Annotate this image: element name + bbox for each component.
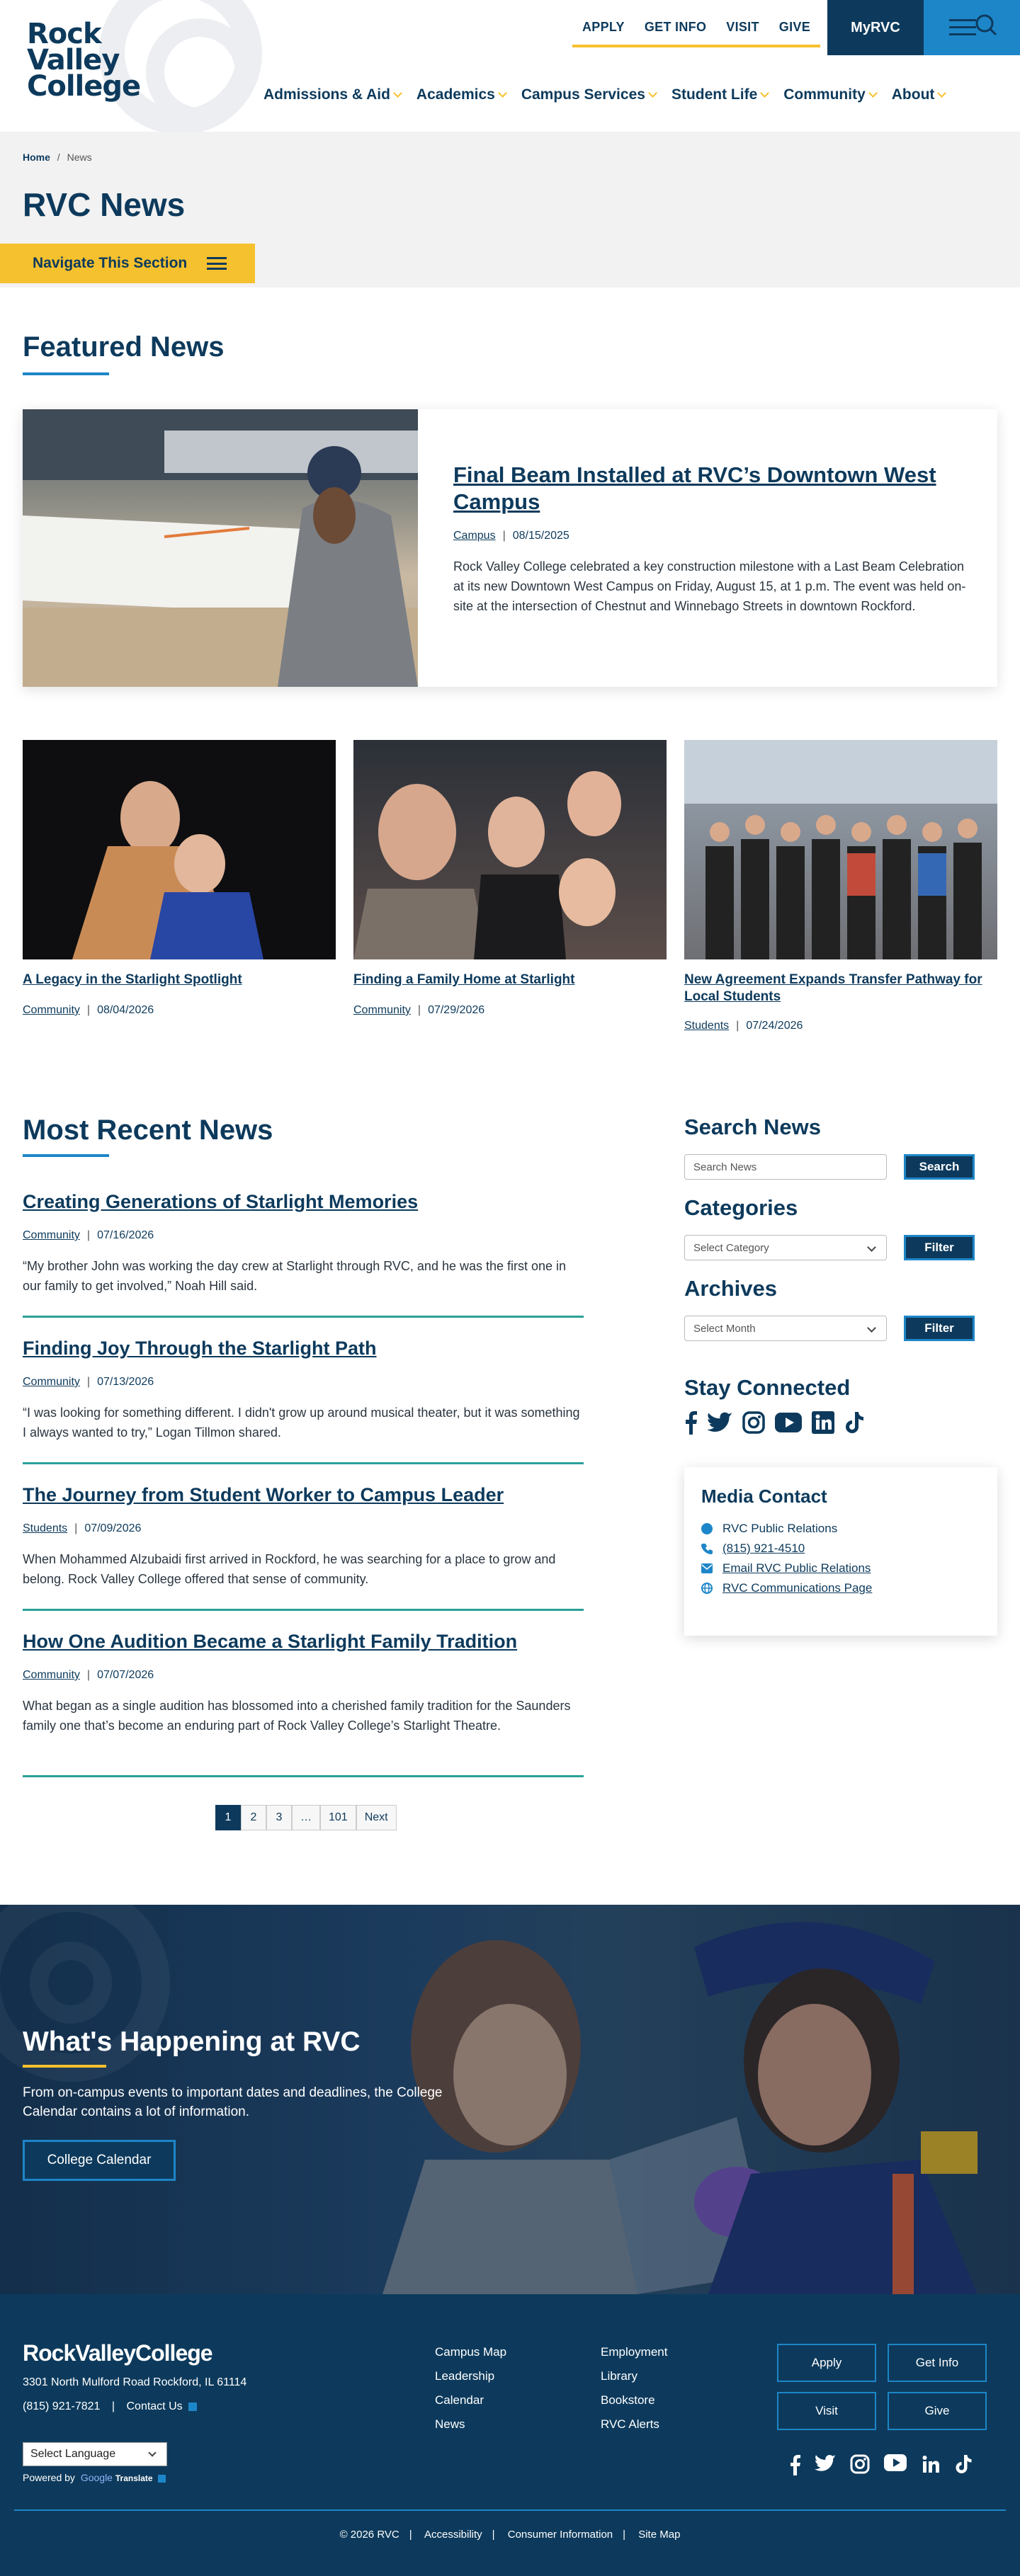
- card-photo-illustration: [23, 740, 336, 959]
- category-select[interactable]: Select Category: [684, 1235, 887, 1260]
- logo-line: Valley: [27, 44, 120, 76]
- media-contact-page-link[interactable]: RVC Communications Page: [722, 1581, 873, 1595]
- post-title-link[interactable]: Finding Joy Through the Starlight Path: [23, 1338, 377, 1359]
- footer-logo[interactable]: RockValleyCollege: [23, 2340, 212, 2366]
- category-filter-button[interactable]: Filter: [904, 1235, 975, 1260]
- divider: [23, 1775, 584, 1777]
- category-link[interactable]: Community: [23, 1376, 80, 1388]
- logo-line: Rock: [27, 18, 101, 50]
- nav-item-student-life[interactable]: [672, 86, 768, 103]
- social-links: [684, 1410, 864, 1435]
- youtube-icon[interactable]: [775, 1413, 802, 1432]
- breadcrumb-home-link[interactable]: Home: [23, 152, 50, 163]
- footer-link-calendar[interactable]: Calendar: [435, 2393, 484, 2407]
- info-icon: [701, 1523, 713, 1534]
- page-link[interactable]: 1: [215, 1805, 241, 1830]
- media-contact-heading: Media Contact: [701, 1486, 827, 1507]
- post-excerpt: What began as a single audition has blossomed into a cherished family tradition for the Saunders family one that’s become an enduring part of Rock Valley College’s Starlight Theatre.: [23, 1699, 571, 1733]
- post-meta: Community | 07/07/2026: [23, 1669, 154, 1681]
- nav-item-campus-services[interactable]: [521, 86, 656, 103]
- media-contact-phone-link[interactable]: (815) 921-4510: [722, 1541, 805, 1555]
- divider: [23, 1462, 584, 1464]
- footer-get-info-button[interactable]: Get Info: [888, 2344, 987, 2382]
- site-header: [0, 0, 1020, 132]
- post-title-link[interactable]: How One Audition Became a Starlight Family Tradition: [23, 1631, 518, 1652]
- youtube-icon[interactable]: [884, 2454, 907, 2471]
- footer-social-links: [789, 2454, 972, 2475]
- college-calendar-button[interactable]: College Calendar: [23, 2140, 176, 2181]
- external-link-icon: [158, 2475, 166, 2483]
- accessibility-link[interactable]: Accessibility: [424, 2529, 482, 2541]
- post-title-link[interactable]: Creating Generations of Starlight Memories: [23, 1191, 419, 1212]
- featured-excerpt: Rock Valley College celebrated a key construction milestone with a Last Beam Celebration at its new Downtown West Campus on Friday, August 15, at 1 p.m. The event was held on-site at the intersection of Chestnut and Winnebago Streets in downtown Rockford.: [453, 559, 966, 613]
- divider: [23, 1316, 584, 1318]
- post-date: 07/29/2026: [428, 1004, 485, 1016]
- post-title-link[interactable]: The Journey from Student Worker to Campus Leader: [23, 1484, 504, 1505]
- archive-filter-button[interactable]: Filter: [904, 1316, 975, 1341]
- post-date: 07/07/2026: [97, 1669, 154, 1681]
- card-meta: Community | 07/29/2026: [353, 1004, 485, 1016]
- search-button[interactable]: Search: [904, 1154, 975, 1180]
- tiktok-icon[interactable]: [955, 2454, 972, 2474]
- featured-image[interactable]: [23, 409, 418, 687]
- footer-contact-link[interactable]: Contact Us: [126, 2400, 183, 2412]
- menu-search-button[interactable]: [924, 0, 1020, 55]
- utility-nav: [572, 20, 820, 47]
- category-link[interactable]: Community: [23, 1004, 80, 1016]
- media-contact-name: RVC Public Relations: [722, 1522, 838, 1535]
- nav-item-about[interactable]: [892, 86, 946, 103]
- chevron-down-icon: [648, 89, 657, 98]
- footer-link-employment[interactable]: Employment: [601, 2345, 668, 2359]
- category-link[interactable]: Community: [23, 1229, 80, 1241]
- page-link[interactable]: 101: [320, 1805, 356, 1830]
- footer-link-bookstore[interactable]: Bookstore: [601, 2393, 655, 2407]
- external-link-icon: [188, 2403, 197, 2411]
- navigate-section-button[interactable]: [0, 244, 255, 283]
- card-photo-illustration: [684, 740, 997, 959]
- card-image-legacy[interactable]: [23, 740, 336, 959]
- heading-underline: [23, 372, 109, 375]
- featured-heading: Featured News: [23, 331, 225, 363]
- instagram-icon[interactable]: [742, 1411, 765, 1434]
- breadcrumb-separator: /: [57, 152, 60, 163]
- post-date: 07/13/2026: [97, 1376, 154, 1388]
- footer-address: 3301 North Mulford Road Rockford, IL 61114: [23, 2376, 247, 2388]
- nav-item-label: Admissions & Aid: [264, 86, 390, 103]
- category-link[interactable]: Students: [23, 1522, 68, 1534]
- chevron-down-icon: [938, 89, 947, 98]
- footer-link-news[interactable]: News: [435, 2417, 465, 2431]
- footer-contact-row: (815) 921-7821 | Contact Us: [23, 2400, 197, 2413]
- google-logo: Google: [80, 2472, 113, 2483]
- footer-divider: [14, 2509, 1006, 2511]
- happening-description: From on-campus events to important dates and deadlines, the College Calendar contains a lot of information.: [23, 2085, 443, 2119]
- post-date: 08/15/2025: [512, 530, 570, 542]
- nav-item-label: Student Life: [671, 86, 758, 103]
- breadcrumb: [23, 152, 92, 163]
- divider: [23, 1609, 584, 1611]
- categories-heading: Categories: [684, 1195, 798, 1220]
- utility-link-apply[interactable]: APPLY: [582, 20, 625, 34]
- nav-item-label: About: [891, 86, 935, 103]
- card-title-link[interactable]: New Agreement Expands Transfer Pathway for Local Students: [684, 972, 982, 1004]
- page-link[interactable]: 3: [266, 1805, 292, 1830]
- main-nav: [264, 86, 945, 103]
- post-date: 07/09/2026: [84, 1522, 142, 1534]
- post-excerpt: When Mohammed Alzubaidi first arrived in Rockford, he was searching for a place to grow and belong. Rock Valley College offered that sense of community.: [23, 1552, 556, 1586]
- post-meta: Community | 07/16/2026: [23, 1229, 154, 1241]
- card-meta: Students | 07/24/2026: [684, 1020, 803, 1032]
- footer-give-button[interactable]: Give: [888, 2392, 987, 2430]
- facebook-icon[interactable]: [684, 1410, 697, 1435]
- nav-item-label: Academics: [416, 86, 495, 103]
- nav-item-label: Community: [783, 86, 866, 103]
- site-logo[interactable]: [27, 18, 141, 103]
- stay-connected-heading: Stay Connected: [684, 1375, 851, 1400]
- footer-link-campus-map[interactable]: Campus Map: [435, 2345, 507, 2359]
- footer-apply-button[interactable]: Apply: [777, 2344, 876, 2382]
- language-select[interactable]: Select Language: [23, 2442, 167, 2466]
- featured-photo-illustration: [23, 409, 418, 687]
- copyright-text: © 2026 RVC: [339, 2529, 400, 2541]
- card-image-transfer[interactable]: [684, 740, 997, 959]
- search-heading: Search News: [684, 1115, 821, 1139]
- footer-phone: (815) 921-7821: [23, 2400, 101, 2412]
- card-image-family[interactable]: [353, 740, 667, 959]
- email-icon: [701, 1563, 713, 1573]
- instagram-icon[interactable]: [850, 2454, 870, 2474]
- translate-link[interactable]: Translate: [115, 2473, 153, 2483]
- breadcrumb-current: News: [67, 152, 92, 163]
- footer-bottom-links: © 2026 RVC | Accessibility | Consumer Information | Site Map: [339, 2529, 681, 2541]
- phone-icon: [701, 1543, 713, 1554]
- category-link[interactable]: Students: [684, 1020, 730, 1032]
- consumer-information-link[interactable]: Consumer Information: [507, 2529, 613, 2541]
- next-page-link[interactable]: Next: [356, 1805, 397, 1830]
- card-title-link[interactable]: A Legacy in the Starlight Spotlight: [23, 972, 242, 987]
- globe-icon: [701, 1583, 713, 1594]
- facebook-icon[interactable]: [789, 2454, 800, 2475]
- page-title: RVC News: [23, 186, 186, 223]
- chevron-down-icon: [498, 89, 507, 98]
- post-excerpt: “My brother John was working the day crew at Starlight through RVC, and he was the first one in our family to get involved,” Noah Hill said.: [23, 1259, 567, 1293]
- card-meta: Community | 08/04/2026: [23, 1004, 154, 1016]
- heading-underline: [23, 1154, 109, 1157]
- logo-line: College: [27, 70, 141, 103]
- nav-item-academics[interactable]: [416, 86, 506, 103]
- chevron-down-icon: [760, 89, 769, 98]
- footer-visit-button[interactable]: Visit: [777, 2392, 876, 2430]
- footer-link-leadership[interactable]: Leadership: [435, 2369, 495, 2383]
- featured-title-link[interactable]: Final Beam Installed at RVC’s Downtown West Campus: [453, 462, 936, 514]
- card-photo-illustration: [353, 740, 667, 959]
- chevron-down-icon: [868, 89, 878, 98]
- featured-meta: Campus | 08/15/2025: [453, 530, 570, 542]
- utility-link-visit[interactable]: VISIT: [726, 20, 759, 34]
- chevron-down-icon: [393, 89, 402, 98]
- page-link[interactable]: 2: [241, 1805, 266, 1830]
- nav-item-label: Campus Services: [521, 86, 645, 103]
- footer-link-rvc-alerts[interactable]: RVC Alerts: [601, 2417, 659, 2431]
- card-title-link[interactable]: Finding a Family Home at Starlight: [353, 972, 575, 987]
- page-ellipsis: …: [292, 1805, 320, 1830]
- powered-by-label: Powered by: [23, 2472, 75, 2483]
- linkedin-icon[interactable]: [921, 2454, 941, 2474]
- post-excerpt: “I was looking for something different. I didn't grow up around musical theater, but it was something I always wanted to try,” Logan Tillmon shared.: [23, 1406, 580, 1440]
- media-contact-email-link[interactable]: Email RVC Public Relations: [722, 1561, 871, 1575]
- category-link[interactable]: Campus: [453, 530, 496, 542]
- archive-select[interactable]: Select Month: [684, 1316, 887, 1341]
- site-map-link[interactable]: Site Map: [638, 2529, 681, 2541]
- footer-link-library[interactable]: Library: [601, 2369, 638, 2383]
- nav-item-community[interactable]: [783, 86, 876, 103]
- happening-title: What's Happening at RVC: [23, 2027, 361, 2057]
- twitter-icon[interactable]: [815, 2454, 836, 2473]
- pagination: [215, 1805, 397, 1830]
- post-meta: Community | 07/13/2026: [23, 1376, 154, 1388]
- post-date: 07/24/2026: [746, 1020, 803, 1032]
- menu-search-icon: [946, 12, 997, 43]
- linkedin-icon[interactable]: [812, 1411, 834, 1434]
- category-link[interactable]: Community: [23, 1669, 80, 1681]
- archives-heading: Archives: [684, 1276, 777, 1301]
- post-meta: Students | 07/09/2026: [23, 1522, 142, 1534]
- recent-heading: Most Recent News: [23, 1115, 273, 1146]
- utility-link-get-info[interactable]: GET INFO: [644, 20, 707, 34]
- tiktok-icon[interactable]: [844, 1411, 864, 1434]
- post-date: 07/16/2026: [97, 1229, 154, 1241]
- post-date: 08/04/2026: [97, 1004, 154, 1016]
- twitter-icon[interactable]: [707, 1412, 732, 1433]
- category-link[interactable]: Community: [353, 1004, 411, 1016]
- heading-underline: [23, 2065, 106, 2068]
- powered-by-row: [23, 2472, 166, 2483]
- utility-link-give[interactable]: GIVE: [778, 20, 810, 34]
- navigate-section-label: Navigate This Section: [33, 255, 188, 271]
- search-input[interactable]: Search News: [684, 1154, 887, 1180]
- hamburger-icon: [207, 257, 227, 270]
- nav-item-admissions[interactable]: [264, 86, 401, 103]
- myrvc-button[interactable]: MyRVC: [827, 0, 924, 55]
